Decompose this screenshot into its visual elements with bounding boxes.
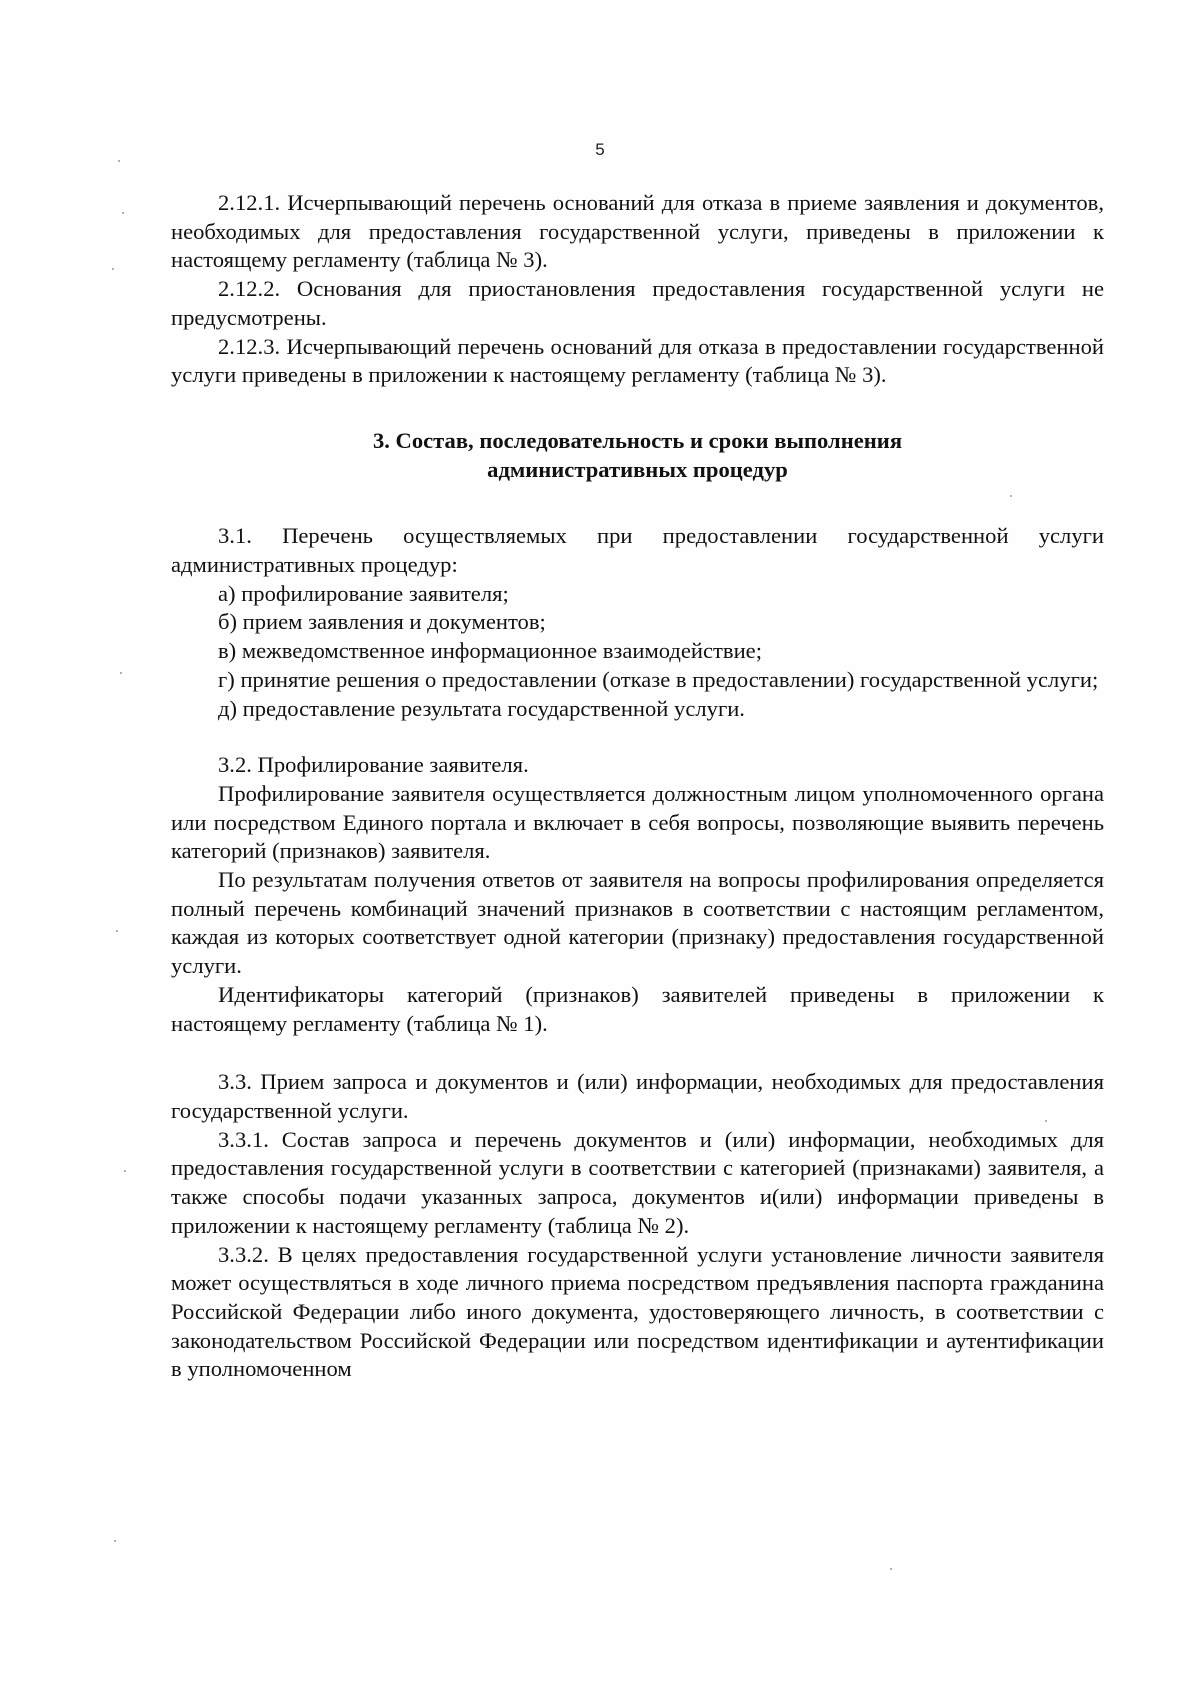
speck (114, 1540, 116, 1542)
paragraph-3-2: 3.2. Профилирование заявителя. (218, 752, 529, 778)
section-3-heading-line-2: административных процедур (487, 456, 788, 482)
page-number: 5 (595, 140, 605, 159)
paragraph-3-3-1: 3.3.1. Состав запроса и перечень документов и (или) информации, необходимых для предоставления государственной услуги в соответствии с категорией (признаками) заявителя, а также способы подачи указанных запроса, документов и(или) информации приведены в приложении к настоящему регламенту (таблица № 2). (171, 1126, 1104, 1238)
paragraph-2-12-2: 2.12.2. Основания для приостановления предоставления государственной услуги не предусмотрены. (171, 276, 1104, 330)
spacer (171, 1038, 1104, 1068)
paragraph-3-2-profiling: Профилирование заявителя осуществляется должностным лицом уполномоченного органа или посредством Единого портала и включает в себя вопросы, позволяющие выявить перечень категорий (признаков) заявителя. (171, 780, 1104, 864)
speck (112, 268, 114, 270)
speck (1045, 1120, 1047, 1122)
list-item-v: в) межведомственное информационное взаимодействие; (218, 638, 762, 664)
paragraph-3-3: 3.3. Прием запроса и документов и (или) информации, необходимых для предоставления государственной услуги. (171, 1069, 1104, 1123)
paragraph-3-2-identifiers: Идентификаторы категорий (признаков) заявителей приведены в приложении к настоящему регламенту (таблица № 1). (171, 981, 1104, 1036)
paragraph-2-12-1: 2.12.1. Исчерпывающий перечень оснований для отказа в приеме заявления и документов, необходимых для предоставления государственной услуги, приведены в приложении к настоящему регламенту (таблица № 3). (171, 190, 1104, 273)
spacer (171, 723, 1104, 751)
section-3-heading (171, 427, 1104, 484)
speck (118, 160, 120, 162)
paragraph-3-1: 3.1. Перечень осуществляемых при предоставлении государственной услуги административных процедур: (171, 523, 1104, 578)
list-item-a: а) профилирование заявителя; (218, 580, 509, 606)
list-item-b: б) прием заявления и документов; (218, 609, 546, 635)
speck (116, 930, 118, 932)
document-body (171, 189, 1104, 1384)
speck (124, 1170, 126, 1172)
speck (120, 672, 122, 674)
list-item-g: г) принятие решения о предоставлении (отказе в предоставлении) государственной услуги; (218, 666, 1099, 692)
section-3-heading-line-1: 3. Состав, последовательность и сроки выполнения (372, 427, 903, 453)
speck (122, 212, 124, 214)
list-item-d: д) предоставление результата государственной услуги. (218, 695, 745, 721)
paragraph-2-12-3: 2.12.3. Исчерпывающий перечень оснований для отказа в предоставлении государственной услуги приведены в приложении к настоящему регламенту (таблица № 3). (171, 333, 1104, 388)
speck (890, 1568, 892, 1570)
paragraph-3-3-2: 3.3.2. В целях предоставления государственной услуги установление личности заявителя может осуществляться в ходе личного приема посредством предъявления паспорта гражданина Российской Федерации либо иного документа, удостоверяющего личность, в соответствии с законодательством Российской Федерации или посредством идентификации и аутентификации в уполномоченном (171, 1241, 1104, 1382)
speck (1010, 495, 1012, 497)
paragraph-3-2-results: По результатам получения ответов от заявителя на вопросы профилирования определяется полный перечень комбинаций значений признаков в соответствии с настоящим регламентом, каждая из которых соответствует одной категории (признаку) предоставления государственной услуги. (171, 867, 1104, 979)
